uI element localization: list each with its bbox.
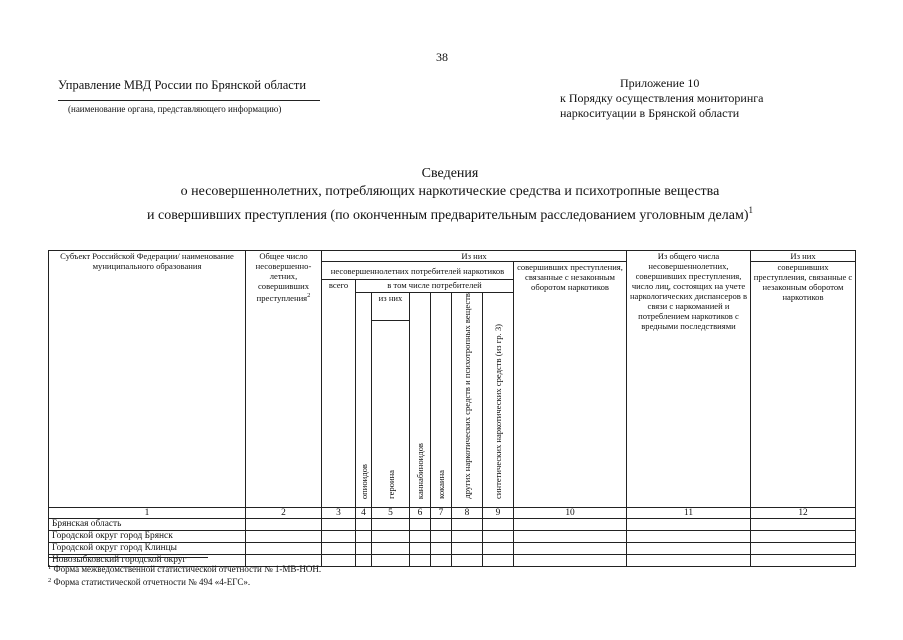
table-cell <box>452 542 483 554</box>
table-cell <box>246 518 322 530</box>
table-cell <box>356 554 372 566</box>
header-other-substances <box>452 293 483 508</box>
title-line-1: Сведения <box>421 166 479 181</box>
header-cannabinoids-text: каннабиноидов <box>415 442 425 499</box>
table-cell <box>372 542 410 554</box>
table-cell <box>431 542 452 554</box>
title-line-3 <box>60 201 840 225</box>
header-total <box>246 251 322 508</box>
table-cell <box>322 518 356 530</box>
col-number-5: 5 <box>372 507 410 518</box>
table-cell <box>627 518 751 530</box>
col-number-7: 7 <box>431 507 452 518</box>
table-cell <box>452 530 483 542</box>
table-cell <box>410 542 431 554</box>
header-heroin <box>372 320 410 507</box>
col-number-11: 11 <box>627 507 751 518</box>
header-total-text: Общее число несовершенно-летних, совершивших преступления <box>255 251 312 303</box>
col-number-12: 12 <box>751 507 856 518</box>
footnote-1-mark: 1 <box>48 564 52 571</box>
row-label: Новозыбковский городской округ <box>49 554 246 566</box>
col-number-9: 9 <box>483 507 514 518</box>
table-cell <box>246 530 322 542</box>
header-of-them-2: Из них <box>751 251 856 262</box>
table-cell <box>356 542 372 554</box>
footnote-separator <box>48 557 208 558</box>
table-cell <box>627 530 751 542</box>
table-cell <box>514 554 627 566</box>
document-title <box>60 165 840 225</box>
table-cell <box>322 554 356 566</box>
header-opioids <box>356 293 372 508</box>
header-opioids-text: опиоидов <box>358 463 369 499</box>
col-number-3: 3 <box>322 507 356 518</box>
col-number-10: 10 <box>514 507 627 518</box>
header-heroin-text: героина <box>385 469 396 499</box>
header-cocaine-text: кокаина <box>436 469 446 499</box>
table-cell <box>372 530 410 542</box>
header-other-substances-text: других наркотических средств и психотропных веществ <box>462 293 472 499</box>
table-cell <box>322 530 356 542</box>
table-row <box>49 542 856 554</box>
table-cell <box>751 530 856 542</box>
table-cell <box>372 518 410 530</box>
appendix-line-3: наркоситуации в Брянской области <box>560 106 740 120</box>
table-cell <box>356 518 372 530</box>
appendix-title: Приложение 10 <box>620 76 700 90</box>
table-row <box>49 518 856 530</box>
table-cell <box>410 554 431 566</box>
table-cell <box>431 518 452 530</box>
header-including: в том числе потребителей <box>356 280 514 293</box>
col-number-4: 4 <box>356 507 372 518</box>
col-number-2: 2 <box>246 507 322 518</box>
table-cell <box>514 530 627 542</box>
table-cell <box>431 554 452 566</box>
data-table <box>48 250 856 567</box>
col-number-8: 8 <box>452 507 483 518</box>
table-cell <box>483 554 514 566</box>
header-cannabinoids <box>410 293 431 508</box>
col-number-6: 6 <box>410 507 431 518</box>
header-synthetic <box>483 293 514 508</box>
row-label: Городской округ город Клинцы <box>49 542 246 554</box>
table-cell <box>483 530 514 542</box>
title-footnote-mark: 1 <box>748 205 753 215</box>
table-cell <box>514 542 627 554</box>
row-label: Брянская область <box>49 518 246 530</box>
table-cell <box>452 518 483 530</box>
header-committed: совершивших преступления, связанные с незаконным оборотом наркотиков <box>514 262 627 508</box>
appendix-line-2: к Порядку осуществления мониторинга <box>560 91 764 105</box>
col-number-1: 1 <box>49 507 246 518</box>
page-number: 38 <box>436 50 448 64</box>
table-cell <box>246 542 322 554</box>
table-cell <box>483 542 514 554</box>
header-synthetic-text: синтетических наркотических средств (из гр. 3) <box>493 323 503 499</box>
table-cell <box>627 554 751 566</box>
header-cocaine <box>431 293 452 508</box>
footnote-1-text: Форма межведомственной статистической отчетности № 1-МВ-НОН. <box>53 564 322 574</box>
footnote-2-text: Форма статистической отчетности № 494 «4-ЕГС». <box>53 577 251 587</box>
table-cell <box>751 554 856 566</box>
table-cell <box>627 542 751 554</box>
appendix-block <box>560 76 880 121</box>
header-consumers: несовершеннолетних потребителей наркотиков <box>322 262 514 280</box>
title-line-3-text: и совершивших преступления (по оконченным предварительным расследованием уголовным делам) <box>146 208 749 223</box>
table-cell <box>751 542 856 554</box>
header-total-footnote: 2 <box>307 292 311 299</box>
header-of-them: Из них <box>322 251 627 262</box>
table-cell <box>751 518 856 530</box>
organization-underline <box>58 100 320 101</box>
organization-name: Управление МВД России по Брянской области <box>58 78 307 92</box>
title-line-2: о несовершеннолетних, потребляющих наркотические средства и психотропные вещества <box>180 184 720 199</box>
row-label: Городской округ город Брянск <box>49 530 246 542</box>
table-cell <box>322 542 356 554</box>
header-of-them-small: из них <box>372 293 410 321</box>
table-cell <box>372 554 410 566</box>
table-row <box>49 530 856 542</box>
header-committed-2: совершивших преступления, связанные с незаконным оборотом наркотиков <box>751 262 856 508</box>
table-cell <box>514 518 627 530</box>
header-dispensary: Из общего числа несовершеннолетних, совершивших преступления, число лиц, состоящих на учете наркологических диспансеров в связи с наркоманией и потреблением наркотиков с вредными последствиями <box>627 251 751 508</box>
organization-caption: (наименование органа, представляющего информацию) <box>68 104 282 114</box>
table-cell <box>356 530 372 542</box>
footnote-2 <box>48 577 250 587</box>
table-cell <box>452 554 483 566</box>
footnote-2-mark: 2 <box>48 577 52 584</box>
footnote-1 <box>48 564 321 574</box>
table-cell <box>410 530 431 542</box>
table-cell <box>483 518 514 530</box>
header-subject: Субъект Российской Федерации/ наименование муниципального образования <box>49 251 246 508</box>
table-cell <box>431 530 452 542</box>
header-all: всего <box>322 280 356 508</box>
table-cell <box>410 518 431 530</box>
